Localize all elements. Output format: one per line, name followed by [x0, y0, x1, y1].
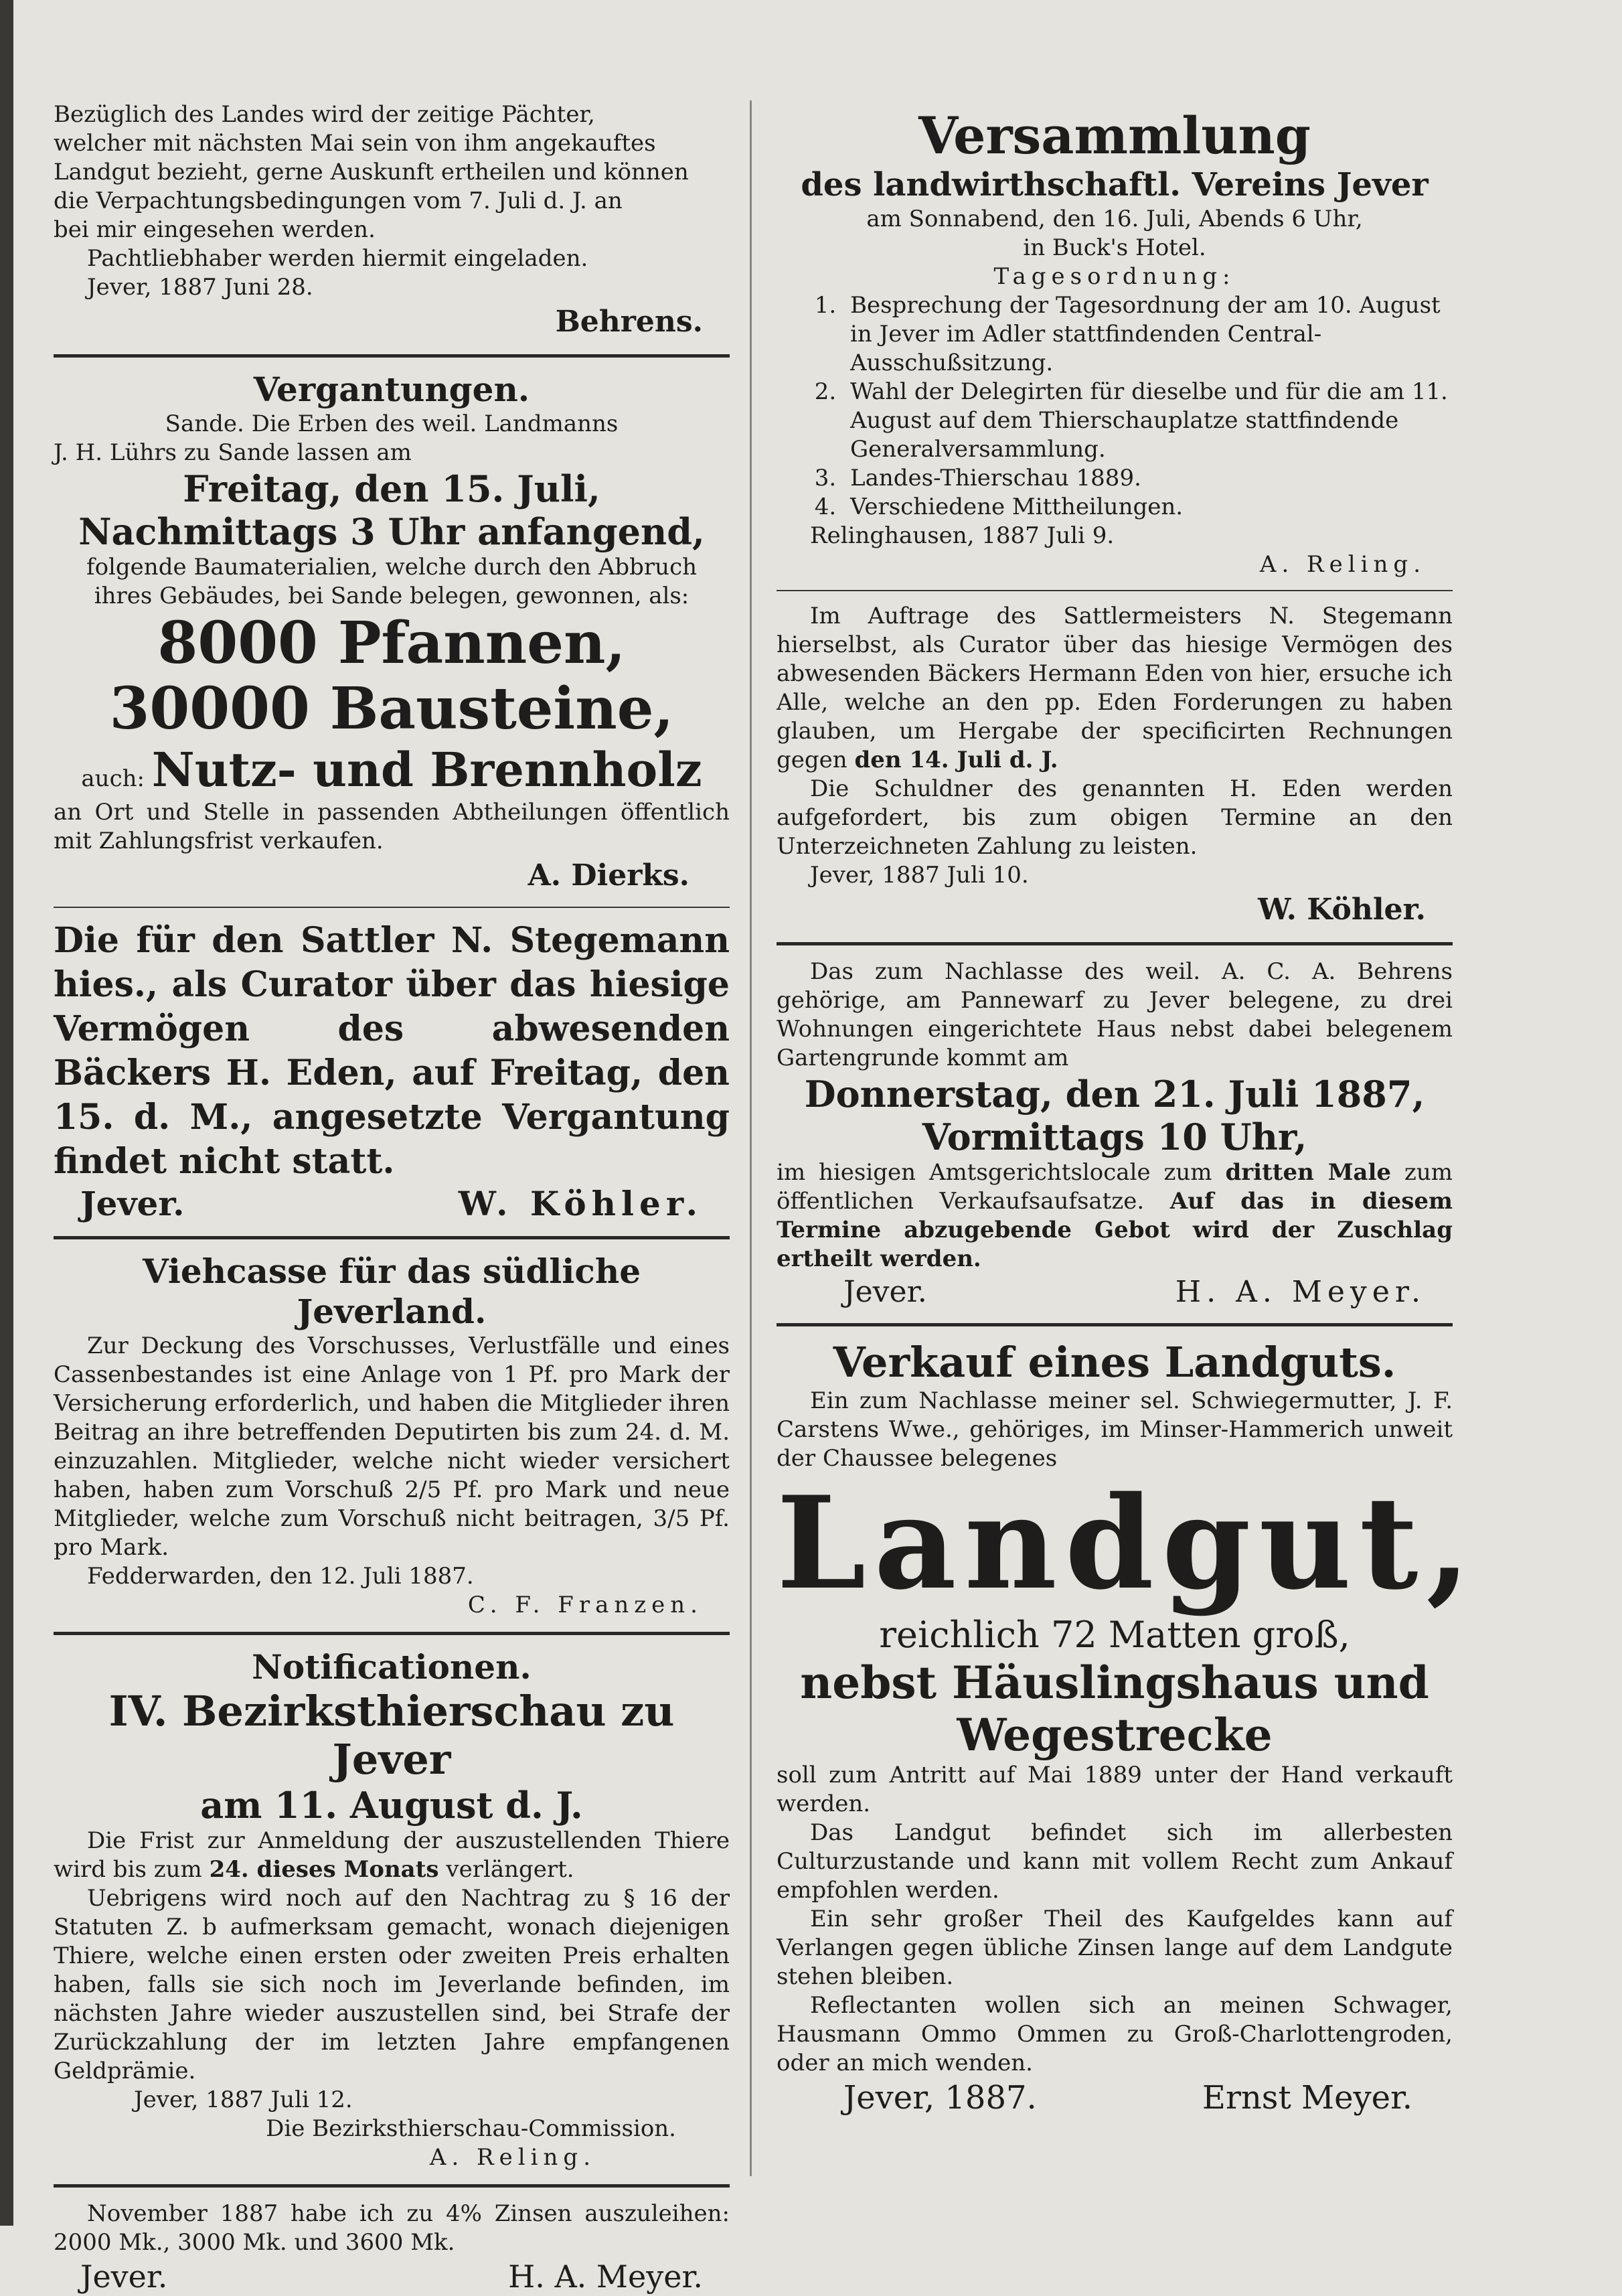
ad-stegemann	[54, 919, 730, 1224]
agenda-item: 1. Besprechung der Tagesordnung der am 10. August in Jever im Adler stattfindenden Central-Ausschußsitzung.	[843, 291, 1453, 378]
section-rule	[777, 1323, 1453, 1326]
agenda-item: 4. Verschiedene Mittheilungen.	[843, 493, 1453, 522]
agenda-item: 2. Wahl der Delegirten für dieselbe und für die am 11. August auf dem Thierschauplatze stattfindende Generalversammlung.	[843, 378, 1453, 464]
date-line: Relinghausen, 1887 Juli 9.	[810, 522, 1115, 549]
committee: Die Bezirksthierschau-Commission.	[266, 2115, 676, 2142]
signature-row	[54, 2257, 730, 2296]
ad-line: Pachtliebhaber werden hiermit eingeladen.	[87, 245, 588, 272]
section-title: Vergantungen.	[253, 370, 530, 409]
text-part: Im Auftrage des Sattlermeisters N. Stegemann hierselbst, als Curator über das hiesige Vermögen des abwesenden Bäckers Hermann Eden von hier, ersuche ich Alle, welche an den pp. Eden Forderungen zu haben glauben, um Hergabe der specificirten Rechnungen gegen	[777, 603, 1453, 773]
text-bold: dritten Male	[1225, 1159, 1391, 1186]
item-holz: Nutz- und Brennholz	[151, 742, 702, 797]
ad-text: folgende Baumaterialien, welche durch den Abbruch	[86, 554, 698, 581]
headline: IV. Bezirksthierschau zu Jever	[108, 1687, 675, 1784]
item-holz-row	[54, 742, 730, 798]
size-line: reichlich 72 Matten groß,	[879, 1614, 1350, 1656]
right-column	[777, 106, 1479, 2118]
item-prefix: auch:	[81, 765, 145, 792]
signature: W. Köhler.	[1258, 893, 1426, 927]
sale-time: Vormittags 10 Uhr,	[922, 1116, 1307, 1158]
item-pfannen: 8000 Pfannen,	[157, 609, 626, 677]
item-bausteine: 30000 Bausteine,	[109, 675, 674, 743]
place: Jever.	[80, 1184, 185, 1223]
signature: Behrens.	[555, 305, 703, 339]
agenda-title: Tagesordnung:	[993, 263, 1236, 290]
signature-row	[54, 1184, 730, 1224]
section-rule	[54, 354, 730, 358]
where-line: in Buck's Hotel.	[1023, 234, 1206, 261]
section-rule	[54, 2184, 730, 2188]
ad-zinsen	[54, 2200, 730, 2296]
ad-line: bei mir eingesehen werden.	[54, 216, 376, 243]
place: Jever, 1887.	[843, 2079, 1037, 2117]
ad-line: die Verpachtungsbedingungen vom 7. Juli d. J. an	[54, 187, 623, 214]
ad-nachlass	[777, 958, 1453, 1311]
signature: W. Köhler.	[458, 1184, 703, 1223]
ad-line: Landgut bezieht, gerne Auskunft ertheilen und können	[54, 159, 689, 185]
signature: C. F. Franzen.	[467, 1592, 703, 1618]
text-bold: den 14. Juli d. J.	[854, 747, 1058, 773]
section-title: Viehcasse für das südliche Jeverland.	[142, 1251, 641, 1331]
ad-line: welcher mit nächsten Mai sein von ihm angekauftes	[54, 130, 656, 157]
date-line: Jever, 1887 Juli 10.	[810, 862, 1029, 889]
ad-notificationen	[54, 1647, 730, 2172]
ad-text: Das zum Nachlasse des weil. A. C. A. Behrens gehörige, am Pannewarf zu Jever belegene, zu drei Wohnungen eingerichtete Haus nebst dabei belegenem Gartengrunde kommt am	[777, 958, 1453, 1071]
column-divider	[750, 100, 752, 2176]
plus-line: nebst Häuslingshaus und	[800, 1657, 1429, 1709]
book-spine	[0, 0, 13, 2226]
signature: H. A. Meyer.	[508, 2259, 703, 2295]
ad-text: Ein sehr großer Theil des Kaufgeldes kann auf Verlangen gegen übliche Zinsen lange auf dem Landgute stehen bleiben.	[777, 1906, 1453, 1990]
ad-text	[777, 602, 1453, 775]
ad-line: Bezüglich des Landes wird der zeitige Pächter,	[54, 101, 595, 128]
ad-text: ihres Gebäudes, bei Sande belegen, gewonnen, als:	[94, 583, 690, 609]
ad-landgut	[777, 1338, 1479, 2118]
auction-date: Freitag, den 15. Juli,	[183, 467, 600, 510]
ad-text: Uebrigens wird noch auf den Nachtrag zu § 16 der Statuten Z. b aufmerksam gemacht, wonach diejenigen Thiere, welche einen ersten oder zweiten Preis erhalten haben, falls sie sich noch im Jeverlande befinden, im nächsten Jahre wieder auszustellen sind, bei Strafe der Zurückzahlung der im letzten Jahre empfangenen Geldprämie.	[54, 1885, 730, 2084]
subtitle: des landwirthschaftl. Vereins Jever	[801, 166, 1429, 204]
signature: A. Dierks.	[528, 858, 690, 893]
ad-text: Reflectanten wollen sich an meinen Schwager, Hausmann Ommo Ommen zu Groß-Charlottengroden, oder an mich wenden.	[777, 1992, 1453, 2076]
section-rule	[54, 1236, 730, 1239]
ad-viehcasse	[54, 1251, 730, 1620]
place: Jever.	[843, 1275, 927, 1309]
ad-text: soll zum Antritt auf Mai 1889 unter der Hand verkauft werden.	[777, 1762, 1453, 1817]
sale-date: Donnerstag, den 21. Juli 1887,	[804, 1073, 1425, 1116]
agenda-item: 3. Landes-Thierschau 1889.	[843, 464, 1453, 493]
ad-behrens	[54, 100, 730, 342]
ad-text: Zur Deckung des Vorschusses, Verlustfälle und eines Cassenbestandes ist eine Anlage von 1 Pf. pro Mark der Versicherung erforderlich, und haben die Mitglieder ihren Beitrag an ihre betreffenden Deputirten bis zum 24. d. M. einzuzahlen. Mitglieder, welche nicht wieder versichert haben, haben zum Vorschuß 2/5 Pf. pro Mark und neue Mitglieder, welche zum Vorschuß nicht beitragen, 3/5 Pf. pro Mark.	[54, 1332, 730, 1561]
text-part: im hiesigen Amtsgerichtslocale zum	[777, 1159, 1212, 1186]
ad-text	[777, 1158, 1453, 1274]
ad-intro: Ein zum Nachlasse meiner sel. Schwiegermutter, J. F. Carstens Wwe., gehöriges, im Minser-Hammerich unweit der Chaussee belegenes	[777, 1387, 1453, 1472]
ad-intro: Sande. Die Erben des weil. Landmanns	[165, 410, 619, 437]
when-line: am Sonnabend, den 16. Juli, Abends 6 Uhr,	[866, 206, 1363, 232]
date-line: Jever, 1887 Juli 12.	[134, 2086, 353, 2113]
text-part: verlängert.	[446, 1856, 574, 1883]
ad-line: Jever, 1887 Juni 28.	[87, 274, 313, 301]
section-rule	[777, 942, 1453, 945]
section-rule	[777, 590, 1453, 591]
signature-row	[777, 1274, 1453, 1311]
signature: A. Reling.	[429, 2144, 596, 2171]
signature-row	[777, 2078, 1453, 2118]
ad-auftrag	[777, 602, 1453, 930]
section-title: Versammlung	[918, 106, 1311, 165]
signature: Ernst Meyer.	[1202, 2079, 1412, 2117]
text-part: Die Frist zur Anmeldung der auszustellenden Thiere wird bis zum	[54, 1827, 730, 1883]
ad-intro: J. H. Lührs zu Sande lassen am	[54, 439, 412, 466]
ad-vergantungen	[54, 370, 730, 896]
subhead: am 11. August d. J.	[200, 1784, 583, 1827]
ad-text: Das Landgut befindet sich im allerbesten Culturzustande und kann mit vollem Recht zum Ankauf empfohlen werden.	[777, 1819, 1453, 1904]
ad-text: Die Schuldner des genannten H. Eden werden aufgefordert, bis zum obigen Termine an den Unterzeichneten Zahlung zu leisten.	[777, 775, 1453, 860]
notice-text: Die für den Sattler N. Stegemann hies., als Curator über das hiesige Vermögen des abwesenden Bäckers H. Eden, auf Freitag, den 15. d. M., angesetzte Vergantung findet nicht statt.	[54, 920, 730, 1182]
left-column	[54, 100, 730, 2296]
agenda-list	[777, 291, 1453, 522]
text-bold: Auf das in diesem Termine abzugebende Gebot wird der Zuschlag ertheilt werden.	[777, 1188, 1453, 1272]
section-title: Verkauf eines Landguts.	[833, 1338, 1396, 1387]
text-part: zum öffentlichen Verkaufsaufsatze.	[777, 1159, 1453, 1215]
place: Jever.	[80, 2259, 168, 2295]
auction-time: Nachmittags 3 Uhr anfangend,	[78, 510, 705, 553]
ad-text: November 1887 habe ich zu 4% Zinsen auszuleihen: 2000 Mk., 3000 Mk. und 3600 Mk.	[54, 2200, 730, 2256]
ad-text	[54, 1827, 730, 1884]
ad-text: an Ort und Stelle in passenden Abtheilungen öffentlich mit Zahlungsfrist verkaufen.	[54, 799, 730, 854]
signature: A. Reling.	[1259, 551, 1426, 578]
plus-line: Wegestrecke	[957, 1709, 1273, 1761]
text-bold: 24. dieses Monats	[209, 1856, 439, 1883]
ad-versammlung	[777, 107, 1453, 579]
section-title: Notificationen.	[252, 1647, 532, 1687]
date-line: Fedderwarden, den 12. Juli 1887.	[87, 1563, 474, 1590]
landgut-headline: Landgut,	[777, 1468, 1479, 1618]
signature: H. A. Meyer.	[1175, 1275, 1426, 1309]
section-rule	[54, 907, 730, 908]
section-rule	[54, 1632, 730, 1635]
